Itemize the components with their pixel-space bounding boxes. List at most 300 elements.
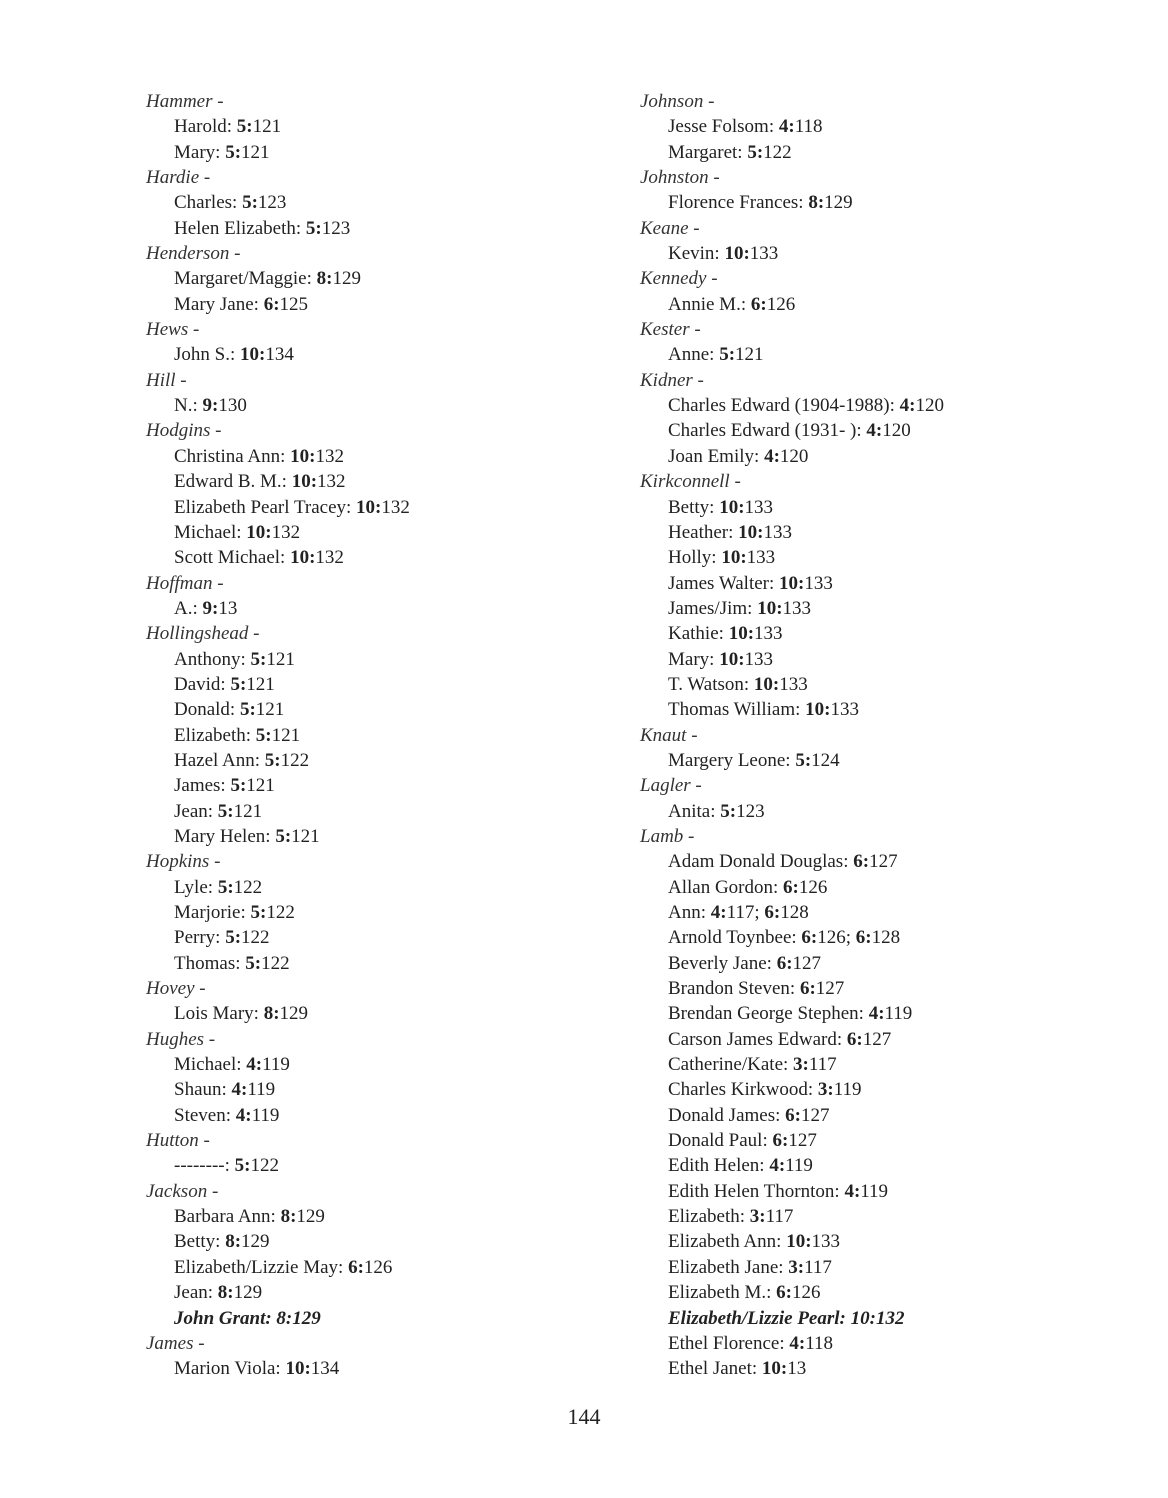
- page-reference: 132: [315, 547, 344, 569]
- index-entry: [134, 342, 574, 367]
- index-entry: [636, 1077, 1136, 1102]
- index-entry: [636, 140, 1136, 165]
- index-entry: [134, 520, 574, 545]
- page-reference: 126: [766, 293, 796, 315]
- entry-name: Elizabeth:: [668, 1206, 750, 1228]
- volume-number: 6:: [348, 1256, 364, 1278]
- index-entry: [636, 1331, 1136, 1356]
- page-reference: 122: [266, 902, 295, 923]
- index-entry: [636, 1255, 1136, 1280]
- index-entry: [636, 1001, 1136, 1026]
- entry-name: Elizabeth/Lizzie May:: [174, 1256, 349, 1278]
- index-entry: [636, 520, 1136, 545]
- index-entry: [636, 292, 1136, 317]
- page-reference: 129: [279, 1003, 309, 1025]
- index-entry: [134, 799, 574, 824]
- surname-heading: Kirkconnell -: [640, 471, 741, 493]
- page-reference: 122: [280, 749, 310, 771]
- volume-number: 8:: [808, 192, 825, 214]
- volume-number: 3:: [749, 1206, 766, 1228]
- entry-name: Arnold Toynbee:: [668, 927, 802, 949]
- page-reference: 123: [736, 800, 765, 822]
- entry-name: Carson James Edward:: [668, 1028, 847, 1050]
- page-reference: 13: [218, 597, 238, 619]
- surname-heading: Jackson -: [146, 1180, 219, 1202]
- surname-heading: Hughes -: [146, 1028, 216, 1050]
- page-reference: 117: [726, 902, 755, 923]
- volume-number: 5:: [795, 749, 812, 771]
- page-reference: 121: [246, 673, 275, 695]
- page-reference: 121: [241, 141, 270, 163]
- index-entry: [134, 1052, 574, 1077]
- volume-number: 10:: [779, 572, 805, 594]
- index-entry: [636, 976, 1136, 1001]
- volume-number: 8:: [217, 1282, 234, 1304]
- index-entry: [636, 1204, 1136, 1229]
- index-entry: [134, 190, 574, 215]
- index-entry: [134, 748, 574, 773]
- page-reference: 132: [875, 1307, 905, 1329]
- index-entry: [134, 723, 574, 748]
- index-entry: [636, 951, 1136, 976]
- volume-number: 6:: [783, 876, 799, 898]
- entry-name: T. Watson:: [668, 673, 754, 695]
- page-reference: 132: [315, 445, 344, 467]
- entry-name: A.:: [174, 597, 203, 619]
- volume-number: 6:: [776, 1282, 792, 1304]
- volume-number: 9:: [202, 597, 219, 619]
- index-entry: Arnold Toynbee: 6:126; 6:128: [668, 927, 901, 949]
- page-reference: 132: [271, 521, 301, 543]
- page-reference: 117: [765, 1206, 794, 1228]
- page-reference: 117: [804, 1256, 832, 1278]
- entry-name: Elizabeth Jane:: [668, 1256, 789, 1278]
- index-entry: [636, 647, 1136, 672]
- index-entry: [134, 1103, 574, 1128]
- page-reference: 125: [279, 293, 309, 315]
- volume-number: 10:: [246, 521, 272, 543]
- index-entry: [134, 596, 574, 621]
- index-entry: [134, 773, 574, 798]
- page-reference: 122: [261, 952, 290, 974]
- entry-name: Anthony:: [174, 648, 251, 670]
- volume-number: 5:: [230, 775, 247, 797]
- page-reference: 119: [833, 1079, 862, 1101]
- entry-name: Mary Jane:: [174, 293, 264, 315]
- volume-number: 10:: [738, 521, 764, 543]
- volume-number: 4:: [710, 902, 727, 923]
- volume-number: 5:: [250, 648, 267, 670]
- entry-name: Mary:: [174, 141, 226, 163]
- entry-name: Edith Helen Thornton:: [668, 1180, 845, 1202]
- index-entry: [134, 266, 574, 291]
- surname-heading: Kidner -: [640, 369, 704, 391]
- volume-number: 4:: [231, 1079, 248, 1101]
- entry-name: Jean:: [174, 800, 218, 822]
- entry-name: Steven:: [174, 1104, 236, 1126]
- entry-name: Barbara Ann:: [174, 1206, 281, 1228]
- page-reference: 129: [296, 1206, 325, 1228]
- entry-name: Kathie:: [668, 623, 729, 645]
- index-entry: [134, 647, 574, 672]
- page-reference: 133: [746, 547, 776, 569]
- page-reference: 127: [862, 1028, 892, 1050]
- volume-number: 5:: [225, 927, 242, 949]
- volume-number: 4:: [764, 445, 780, 467]
- index-entry: [636, 1306, 1136, 1331]
- surname-heading: Hammer -: [146, 91, 224, 112]
- page-reference: 117: [808, 1054, 837, 1076]
- entry-name: Margaret/Maggie:: [174, 268, 317, 290]
- entry-name: Donald Paul:: [668, 1130, 773, 1152]
- entry-name: Elizabeth/Lizzie Pearl:: [668, 1307, 851, 1329]
- volume-number: 5:: [236, 116, 253, 138]
- entry-name: Mary Helen:: [174, 825, 276, 847]
- entry-name: Charles Edward (1931- ):: [668, 420, 867, 442]
- index-entry: [134, 1204, 574, 1229]
- volume-number: 6:: [263, 293, 280, 315]
- index-entry: Ann: 4:117; 6:128: [668, 902, 809, 923]
- volume-number: 6:: [785, 1104, 801, 1126]
- index-entry: [636, 1179, 1136, 1204]
- index-column-left: [134, 89, 574, 1382]
- volume-number: 5:: [250, 902, 267, 923]
- volume-number: 3:: [817, 1079, 834, 1101]
- volume-number: 5:: [234, 1155, 251, 1177]
- index-entry: [636, 545, 1136, 570]
- index-entry: [636, 697, 1136, 722]
- entry-name: N.:: [174, 395, 203, 417]
- page-reference: 126: [792, 1282, 821, 1304]
- page-reference: 122: [763, 141, 792, 163]
- volume-number: 10:: [356, 496, 382, 518]
- page-reference: 119: [262, 1054, 290, 1076]
- page-reference: 133: [749, 243, 779, 265]
- volume-number: 5:: [305, 217, 322, 239]
- entry-name: Beverly Jane:: [668, 952, 777, 974]
- index-entry: [134, 216, 574, 241]
- index-entry: [636, 1229, 1136, 1254]
- surname-heading: Keane -: [640, 217, 700, 239]
- page-reference: 122: [233, 876, 263, 898]
- entry-name: Charles:: [174, 192, 243, 214]
- entry-name: Elizabeth:: [174, 724, 256, 746]
- entry-name: Catherine/Kate:: [668, 1054, 794, 1076]
- volume-number: 10:: [721, 547, 747, 569]
- volume-number: 6:: [750, 293, 767, 315]
- page-reference: 133: [782, 597, 812, 619]
- page-reference: 119: [251, 1104, 280, 1126]
- volume-number: 6:: [846, 1028, 863, 1050]
- surname-heading: Lamb -: [640, 825, 695, 847]
- entry-name: Annie M.:: [668, 293, 751, 315]
- entry-name: Holly:: [668, 547, 722, 569]
- volume-number: 10:: [290, 445, 316, 467]
- index-entry: [636, 1128, 1136, 1153]
- entry-name: --------:: [174, 1155, 235, 1177]
- index-entry: [636, 672, 1136, 697]
- volume-number: 10:: [724, 243, 750, 265]
- index-entry: [134, 444, 574, 469]
- entry-name: Charles Edward (1904-1988):: [668, 395, 900, 417]
- volume-number: 4:: [868, 1003, 885, 1025]
- page-reference: 127: [788, 1130, 817, 1152]
- index-entry: [134, 495, 574, 520]
- page-reference: 121: [233, 800, 263, 822]
- volume-number: 5:: [719, 344, 736, 366]
- entry-name: Betty:: [174, 1231, 226, 1253]
- entry-name: Edward B. M.:: [174, 471, 292, 493]
- index-entry: [636, 418, 1136, 443]
- entry-name: Shaun:: [174, 1079, 232, 1101]
- index-entry: [636, 393, 1136, 418]
- entry-name: Thomas William:: [668, 699, 806, 721]
- index-entry: [636, 190, 1136, 215]
- index-entry: [636, 444, 1136, 469]
- page-reference: 122: [250, 1155, 279, 1177]
- entry-name: Margery Leone:: [668, 749, 796, 771]
- entry-name: Heather:: [668, 521, 739, 543]
- page-reference: 133: [830, 699, 859, 721]
- volume-number: 8:: [316, 268, 333, 290]
- entry-name: Perry:: [174, 927, 226, 949]
- entry-name: Marjorie:: [174, 902, 251, 923]
- volume-number: 6:: [776, 952, 793, 974]
- page-reference: 132: [381, 496, 410, 518]
- index-entry: [636, 1052, 1136, 1077]
- volume-number: 5:: [255, 724, 272, 746]
- entry-name: Elizabeth Pearl Tracey:: [174, 496, 357, 518]
- volume-number: 8:: [276, 1307, 293, 1329]
- volume-number: 10:: [761, 1358, 788, 1380]
- page-reference: 120: [779, 445, 809, 467]
- volume-number: 5:: [275, 825, 292, 847]
- volume-number: 5:: [230, 673, 247, 695]
- page-reference: 130: [218, 395, 247, 417]
- entry-name: Anne:: [668, 344, 720, 366]
- index-entry: [134, 672, 574, 697]
- page-reference: 133: [811, 1231, 841, 1253]
- surname-heading: Hodgins -: [146, 420, 222, 442]
- index-entry: [636, 241, 1136, 266]
- surname-heading: Kester -: [640, 319, 701, 341]
- entry-name: Betty:: [668, 496, 720, 518]
- index-entry: [134, 1280, 574, 1305]
- entry-name: Marion Viola:: [174, 1358, 286, 1380]
- page-reference: 126: [817, 927, 846, 949]
- volume-number: 5:: [264, 749, 281, 771]
- volume-number: 5:: [242, 192, 258, 214]
- entry-name: Michael:: [174, 521, 247, 543]
- volume-number: 10:: [719, 496, 745, 518]
- page-reference: 129: [332, 268, 361, 290]
- surname-heading: Hoffman -: [146, 572, 224, 594]
- entry-name: Mary:: [668, 648, 720, 670]
- index-entry: [134, 1255, 574, 1280]
- volume-number: 10:: [240, 344, 266, 366]
- volume-number: 5:: [225, 141, 242, 163]
- page-reference: 133: [744, 648, 774, 670]
- entry-name: Thomas:: [174, 952, 246, 974]
- surname-heading: Hill -: [146, 369, 187, 391]
- index-entry: [636, 1153, 1136, 1178]
- index-entry: [636, 1356, 1136, 1381]
- page-reference: 128: [780, 902, 809, 923]
- volume-number: 8:: [280, 1206, 297, 1228]
- entry-name: Brandon Steven:: [668, 978, 800, 1000]
- entry-name: Jean:: [174, 1282, 218, 1304]
- index-entry: [134, 140, 574, 165]
- page-reference: 129: [233, 1282, 263, 1304]
- surname-heading: James -: [146, 1332, 205, 1354]
- page-reference: 123: [257, 192, 287, 214]
- entry-name: Christina Ann:: [174, 445, 291, 467]
- entry-name: James:: [174, 775, 231, 797]
- index-entry: [134, 393, 574, 418]
- index-entry: [636, 495, 1136, 520]
- volume-number: 4:: [246, 1054, 263, 1076]
- surname-heading: Hopkins -: [146, 851, 221, 873]
- entry-name: Ann:: [668, 902, 711, 923]
- volume-number: 5:: [747, 141, 764, 163]
- page-reference: 119: [884, 1003, 913, 1025]
- index-column-right: [636, 89, 1136, 1382]
- entry-name: Elizabeth Ann:: [668, 1231, 787, 1253]
- surname-heading: Hutton -: [146, 1130, 210, 1152]
- index-entry: [134, 824, 574, 849]
- volume-number: 10:: [753, 673, 780, 695]
- volume-number: 8:: [263, 1003, 280, 1025]
- page-reference: 119: [785, 1155, 813, 1177]
- volume-number: 8:: [225, 1231, 242, 1253]
- index-entry: [134, 545, 574, 570]
- page-reference: 121: [266, 648, 295, 670]
- page-reference: 121: [291, 825, 320, 847]
- volume-number: 4:: [866, 420, 883, 442]
- index-entry: [636, 1280, 1136, 1305]
- page-number: 144: [567, 1404, 601, 1429]
- entry-name: Florence Frances:: [668, 192, 809, 214]
- entry-name: John S.:: [174, 344, 240, 366]
- entry-name: Margaret:: [668, 141, 748, 163]
- volume-number: 6:: [764, 902, 781, 923]
- entry-name: Edith Helen:: [668, 1155, 770, 1177]
- page-reference: 122: [241, 927, 270, 949]
- volume-number: 4:: [769, 1155, 786, 1177]
- volume-number: 10:: [805, 699, 831, 721]
- volume-number: 10:: [290, 547, 316, 569]
- page-reference: 129: [824, 192, 853, 214]
- entry-name: James/Jim:: [668, 597, 758, 619]
- page-reference: 121: [252, 116, 282, 138]
- page-reference: 118: [794, 116, 823, 138]
- volume-number: 6:: [799, 978, 816, 1000]
- volume-number: 5:: [217, 876, 234, 898]
- entry-name: Donald James:: [668, 1104, 786, 1126]
- index-entry: [636, 621, 1136, 646]
- index-entry: [636, 114, 1136, 139]
- entry-name: Ethel Florence:: [668, 1332, 790, 1354]
- page-reference: 127: [800, 1104, 830, 1126]
- entry-name: Ethel Janet:: [668, 1358, 762, 1380]
- page-reference: 127: [815, 978, 845, 1000]
- index-entry: [134, 697, 574, 722]
- volume-number: 10:: [850, 1307, 876, 1329]
- page-reference: 126: [363, 1256, 393, 1278]
- page-reference: 129: [292, 1307, 321, 1329]
- volume-number: 4:: [778, 116, 795, 138]
- entry-name: Charles Kirkwood:: [668, 1079, 818, 1101]
- entry-name: Hazel Ann:: [174, 749, 265, 771]
- volume-number: 10:: [285, 1358, 311, 1380]
- entry-name: Scott Michael:: [174, 547, 291, 569]
- page-reference: 133: [763, 521, 792, 543]
- page-reference: 133: [744, 496, 774, 518]
- page-reference: 127: [792, 952, 822, 974]
- entry-name: David:: [174, 673, 231, 695]
- entry-name: Kevin:: [668, 243, 725, 265]
- entry-name: Allan Gordon:: [668, 876, 784, 898]
- index-entry: [134, 1001, 574, 1026]
- page-reference: 13: [787, 1358, 807, 1380]
- index-entry: [134, 925, 574, 950]
- surname-heading: Johnston -: [640, 167, 720, 189]
- index-entry: [134, 1229, 574, 1254]
- page-reference: 121: [271, 724, 301, 746]
- page-reference: 119: [247, 1079, 276, 1101]
- page-reference: 124: [811, 749, 840, 771]
- volume-number: 3:: [793, 1054, 809, 1076]
- entry-name: Joan Emily:: [668, 445, 765, 467]
- page-reference: 126: [798, 876, 828, 898]
- volume-number: 6:: [853, 851, 870, 873]
- entry-name: Michael:: [174, 1054, 247, 1076]
- entry-name: Anita:: [668, 800, 721, 822]
- index-entry: [134, 469, 574, 494]
- page-reference: 129: [241, 1231, 270, 1253]
- surname-heading: Henderson -: [146, 243, 241, 265]
- volume-number: 5:: [239, 699, 256, 721]
- page-reference: 119: [860, 1180, 889, 1202]
- entry-name: John Grant:: [174, 1307, 277, 1329]
- entry-name: Donald:: [174, 699, 240, 721]
- surname-heading: Johnson -: [640, 91, 715, 112]
- entry-name: Jesse Folsom:: [668, 116, 779, 138]
- entry-name: Brendan George Stephen:: [668, 1003, 869, 1025]
- volume-number: 9:: [202, 395, 219, 417]
- index-entry: [134, 951, 574, 976]
- page-reference: 120: [882, 420, 911, 442]
- page-reference: 118: [805, 1332, 833, 1354]
- index-entry: [134, 1306, 574, 1331]
- page-reference: 133: [754, 623, 783, 645]
- volume-number: 4:: [235, 1104, 252, 1126]
- surname-heading: Knaut -: [640, 724, 698, 746]
- volume-number: 10:: [719, 648, 745, 670]
- entry-name: James Walter:: [668, 572, 780, 594]
- volume-number: 5:: [245, 952, 262, 974]
- entry-name: Lyle:: [174, 876, 218, 898]
- page-reference: 121: [735, 344, 764, 366]
- index-entry: [134, 114, 574, 139]
- page-reference: 123: [321, 217, 351, 239]
- index-entry: [134, 1153, 574, 1178]
- surname-heading: Hollingshead -: [146, 623, 260, 645]
- volume-number: 6:: [772, 1130, 789, 1152]
- entry-name: Harold:: [174, 116, 237, 138]
- volume-number: 10:: [757, 597, 783, 619]
- index-entry: [636, 849, 1136, 874]
